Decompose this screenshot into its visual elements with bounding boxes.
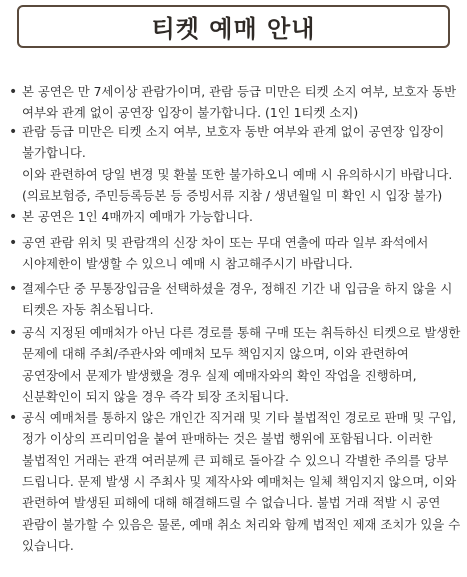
notice-line: 여부와 관계 없이 공연장 입장이 불가합니다. (1인 1티켓 소지) — [22, 105, 359, 121]
notice-line: 결제수단 중 무통장입금을 선택하셨을 경우, 정해진 기간 내 입금을 하지 않을 시 — [22, 281, 453, 296]
notice-line: 공연 관람 위치 및 관람객의 신장 차이 또는 무대 연출에 따라 일부 좌석에서 — [22, 235, 429, 250]
header — [0, 0, 467, 68]
notice-line: 본 공연은 만 7세이상 관람가이며, 관람 등급 미만은 티켓 소지 여부, 보호자 동반 — [22, 84, 457, 99]
notice-line: 공식 예매처를 통하지 않은 개인간 직거래 및 기타 불법적인 경로로 판매 및 구입, — [22, 410, 457, 425]
notice-line: 공식 지정된 예매처가 아닌 다른 경로를 통해 구매 또는 취득하신 티켓으로 발생한 — [22, 325, 461, 340]
bullet-icon: • — [9, 325, 18, 341]
notice-line: 신분확인이 되지 않을 경우 즉각 퇴장 조치됩니다. — [22, 388, 289, 404]
notice-line: 불법적인 거래는 관객 여러분께 큰 피해로 돌아갈 수 있으니 각별한 주의를 당부 — [22, 452, 449, 468]
title-box — [17, 5, 450, 48]
notice-line: 정가 이상의 프리미엄을 붙여 판매하는 것은 불법 행위에 포함됩니다. 이러한 — [22, 431, 433, 447]
bullet-icon: • — [9, 281, 18, 297]
notice-line: 관람이 불가할 수 있음은 물론, 예매 취소 처리와 함께 법적인 제재 조치가 있을 수 — [22, 516, 461, 532]
bullet-icon: • — [9, 209, 18, 225]
notice-line: 티켓은 자동 취소됩니다. — [22, 302, 154, 318]
bullet-icon: • — [9, 84, 18, 100]
notice-line: 문제에 대해 주최/주관사와 예매처 모두 책임지지 않으며, 이와 관련하여 — [22, 346, 409, 362]
notice-line: 본 공연은 1인 4매까지 예매가 가능합니다. — [22, 209, 253, 224]
notice-line: 드립니다. 문제 발생 시 주최사 및 제작사와 예매처는 일체 책임지지 않으며, 이와 — [22, 473, 457, 489]
notice-line: 관람 등급 미만은 티켓 소지 여부, 보호자 동반 여부와 관계 없이 공연장 입장이 — [22, 124, 445, 139]
bullet-icon: • — [9, 124, 18, 140]
notice-line: (의료보험증, 주민등록등본 등 증빙서류 지참 / 생년월일 미 확인 시 입장 불가) — [22, 187, 443, 203]
notice-line: 관련하여 발생된 피해에 대해 해결해드릴 수 없습니다. 불법 거래 적발 시 공연 — [22, 495, 441, 511]
page-title: 티켓 예매 안내 — [151, 15, 316, 43]
notice-line: 불가합니다. — [22, 145, 86, 161]
notice-line: 시야제한이 발생할 수 있으니 예매 시 참고해주시기 바랍니다. — [22, 256, 353, 272]
bullet-icon: • — [9, 235, 18, 251]
notice-line: 공연장에서 문제가 발생했을 경우 실제 예매자와의 확인 작업을 진행하며, — [22, 367, 417, 383]
notice-line: 이와 관련하여 당일 변경 및 환불 또한 불가하오니 예매 시 유의하시기 바랍니다. — [22, 166, 453, 182]
notice-line: 있습니다. — [22, 537, 74, 553]
bullet-icon: • — [9, 410, 18, 426]
